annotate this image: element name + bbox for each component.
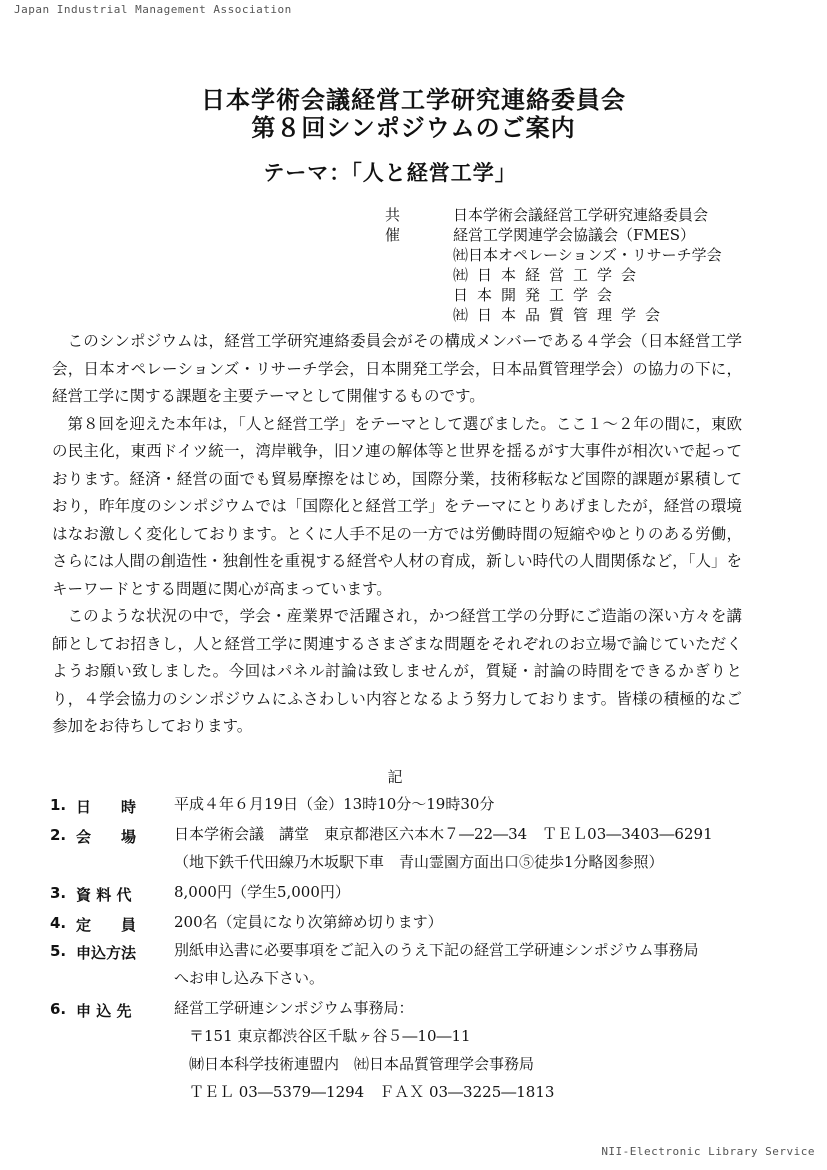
sponsor-org: 日本学術会議経営工学研究連絡委員会 bbox=[453, 206, 709, 224]
detail-line: 〒151 東京都渋谷区千駄ヶ谷５―10―11 bbox=[174, 1027, 471, 1045]
detail-line: 経営工学研連シンポジウム事務局： bbox=[174, 999, 414, 1017]
sponsor-org: 日本開発工学会 bbox=[453, 286, 622, 304]
detail-value bbox=[174, 820, 774, 876]
sponsor-org: ㈳日本品質管理学会 bbox=[453, 306, 670, 324]
detail-line: 別紙申込書に必要事項をご記入のうえ下記の経営工学研連シンポジウム事務局 bbox=[174, 941, 699, 959]
ki-marker: 記 bbox=[387, 768, 403, 786]
detail-line: ㈶日本科学技術連盟内 ㈳日本品質管理学会事務局 bbox=[174, 1055, 535, 1073]
sponsor-org: ㈳日本経営工学会 bbox=[453, 266, 646, 284]
detail-number: 1. bbox=[50, 796, 67, 814]
body-paragraph: 第８回を迎えた本年は，「人と経営工学」をテーマとして選びました。ここ１～２年の間に，東欧の民主化，東西ドイツ統一，湾岸戦争，旧ソ連の解体等と世界を揺るがす大事件が相次いで起っております。経済・経営の面でも貿易摩擦をはじめ，国際分業，技術移転など国際的課題が累積しており，昨年度のシンポジウムでは「国際化と経営工学」をテーマにとりあげましたが，経営の環境はなお激しく変化しております。とくに人手不足の一方では労働時間の短縮やゆとりのある労働，さらには人間の創造性・独創性を重視する経営や人材の育成，新しい時代の人間関係など，「人」をキーワードとする問題に関心が高まっています。 bbox=[52, 414, 742, 598]
detail-line: 平成４年６月19日（金）13時10分～19時30分 bbox=[174, 795, 495, 813]
detail-value bbox=[174, 994, 774, 1106]
detail-label: 日 時 bbox=[76, 798, 137, 816]
detail-line: （地下鉄千代田線乃木坂駅下車 青山霊園方面出口⑤徒歩1分略図参照） bbox=[174, 853, 664, 871]
sponsors-label: 共 催 bbox=[385, 206, 411, 244]
body-paragraph: このような状況の中で，学会・産業界で活躍され，かつ経営工学の分野にご造詣の深い方々を講師としてお招きし，人と経営工学に関連するさまざまな問題をそれぞれのお立場で論じていただくようお願い致しました。今回はパネル討論は致しませんが，質疑・討論の時間をできるかぎりとり，４学会協力のシンポジウムにふさわしい内容となるよう努力しております。皆様の積極的なご参加をお待ちしております。 bbox=[52, 607, 742, 735]
detail-value bbox=[174, 790, 774, 818]
detail-line: 日本学術会議 講堂 東京都港区六本木７―22―34 ＴＥＬ03―3403―6291 bbox=[174, 825, 713, 843]
detail-value bbox=[174, 936, 774, 992]
detail-label: 申 込 先 bbox=[76, 1002, 132, 1020]
detail-line: 200名（定員になり次第締め切ります） bbox=[174, 913, 443, 931]
detail-line: へお申し込み下さい。 bbox=[174, 969, 325, 987]
detail-label: 資 料 代 bbox=[76, 886, 132, 904]
detail-number: 5. bbox=[50, 942, 67, 960]
detail-value bbox=[174, 908, 774, 936]
detail-number: 3. bbox=[50, 884, 67, 902]
detail-label: 申込方法 bbox=[76, 944, 137, 962]
sponsor-org: 経営工学関連学会協議会（FMES） bbox=[453, 226, 695, 244]
footer-service-line: NII-Electronic Library Service bbox=[601, 1145, 815, 1158]
sponsors-list bbox=[453, 205, 773, 325]
detail-label: 定 員 bbox=[76, 916, 137, 934]
detail-line: ＴＥＬ 03―5379―1294 ＦＡＸ 03―3225―1813 bbox=[174, 1083, 555, 1101]
detail-line: 8,000円（学生5,000円） bbox=[174, 883, 350, 901]
page-title-line2: 第８回シンポジウムのご案内 bbox=[251, 114, 576, 142]
theme-heading: テーマ：「人と経営工学」 bbox=[263, 161, 517, 185]
sponsor-org: ㈳日本オペレーションズ・リサーチ学会 bbox=[453, 246, 722, 264]
detail-label: 会 場 bbox=[76, 828, 137, 846]
body-paragraph: このシンポジウムは，経営工学研究連絡委員会がその構成メンバーである４学会（日本経営工学会，日本オペレーションズ・リサーチ学会，日本開発工学会，日本品質管理学会）の協力の下に，経営工学に関する課題を主要テーマとして開催するものです。 bbox=[52, 332, 742, 405]
detail-value bbox=[174, 878, 774, 906]
detail-number: 4. bbox=[50, 914, 67, 932]
detail-number: 2. bbox=[50, 826, 67, 844]
body-text bbox=[52, 328, 742, 741]
detail-number: 6. bbox=[50, 1000, 67, 1018]
header-org-line: Japan Industrial Management Association bbox=[14, 3, 292, 16]
page-title-line1: 日本学術会議経営工学研究連絡委員会 bbox=[201, 86, 626, 114]
